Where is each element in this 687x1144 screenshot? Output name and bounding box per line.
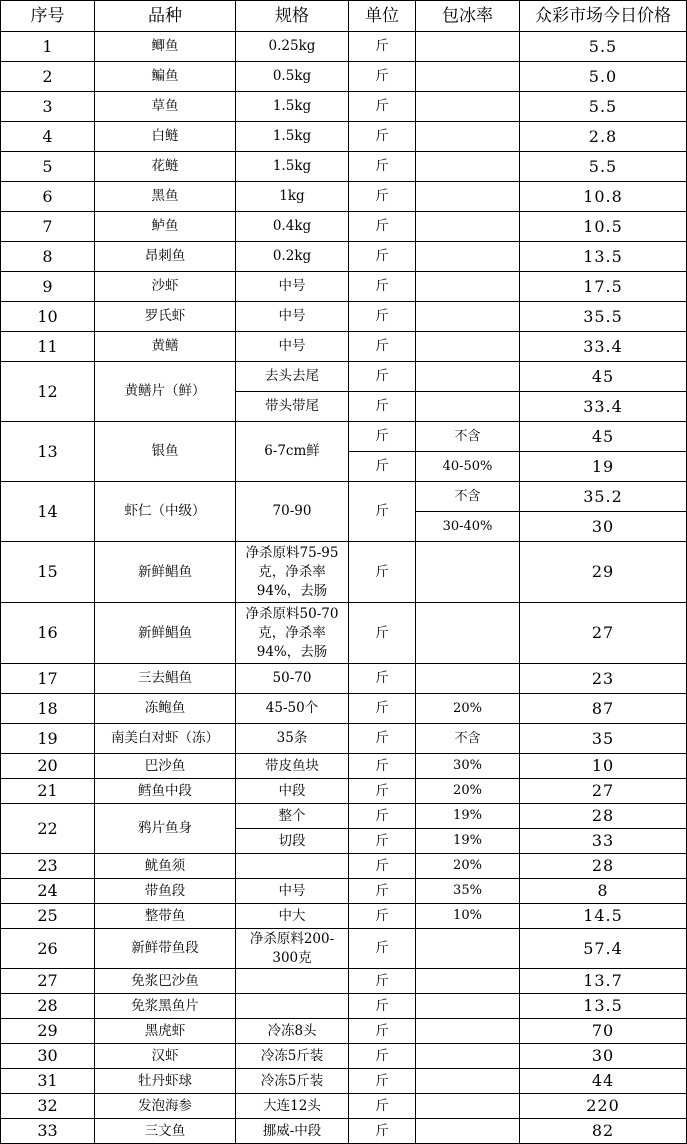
row-spec: 冷冻5斤装 xyxy=(236,1069,349,1094)
row-price: 28 xyxy=(520,854,687,879)
row-name: 花鲢 xyxy=(95,152,236,182)
row-spec: 去头去尾 xyxy=(236,362,349,392)
row-price: 33.4 xyxy=(520,392,687,422)
table-row xyxy=(1,212,687,242)
row-seq: 15 xyxy=(1,542,95,603)
row-name: 罗氏虾 xyxy=(95,302,236,332)
row-price: 23 xyxy=(520,664,687,694)
header-row xyxy=(1,1,687,32)
row-price: 10 xyxy=(520,754,687,779)
row-spec: 净杀原料50-70克，净杀率94%，去肠 xyxy=(236,603,349,664)
table-row xyxy=(1,724,687,754)
row-ice: 19% xyxy=(416,804,520,829)
row-ice xyxy=(416,994,520,1019)
row-price: 28 xyxy=(520,804,687,829)
row-name: 三文鱼 xyxy=(95,1119,236,1144)
row-name: 免浆黑鱼片 xyxy=(95,994,236,1019)
row-price: 5.0 xyxy=(520,62,687,92)
row-ice xyxy=(416,302,520,332)
header-unit: 单位 xyxy=(349,1,416,32)
table-row xyxy=(1,32,687,62)
row-name: 黄鳝 xyxy=(95,332,236,362)
table-row xyxy=(1,1069,687,1094)
row-ice xyxy=(416,664,520,694)
row-seq: 10 xyxy=(1,302,95,332)
row-price: 45 xyxy=(520,422,687,452)
row-spec: 6-7cm鲜 xyxy=(236,422,349,482)
row-spec: 50-70 xyxy=(236,664,349,694)
row-spec: 1kg xyxy=(236,182,349,212)
row-name: 鳊鱼 xyxy=(95,62,236,92)
row-ice xyxy=(416,1069,520,1094)
row-ice xyxy=(416,1094,520,1119)
row-name: 带鱼段 xyxy=(95,879,236,904)
row-price: 10.8 xyxy=(520,182,687,212)
row-name: 新鲜鲳鱼 xyxy=(95,603,236,664)
row-seq: 2 xyxy=(1,62,95,92)
row-unit: 斤 xyxy=(349,779,416,804)
row-seq: 31 xyxy=(1,1069,95,1094)
row-ice xyxy=(416,1044,520,1069)
row-name: 黑鱼 xyxy=(95,182,236,212)
row-ice xyxy=(416,242,520,272)
row-seq: 12 xyxy=(1,362,95,422)
row-price: 35.2 xyxy=(520,482,687,512)
table-row xyxy=(1,542,687,603)
row-ice: 30-40% xyxy=(416,512,520,542)
row-unit: 斤 xyxy=(349,242,416,272)
row-name: 新鲜鲳鱼 xyxy=(95,542,236,603)
row-name: 冻鲍鱼 xyxy=(95,694,236,724)
row-price: 82 xyxy=(520,1119,687,1144)
row-seq: 21 xyxy=(1,779,95,804)
row-unit: 斤 xyxy=(349,603,416,664)
row-seq: 4 xyxy=(1,122,95,152)
row-spec: 35条 xyxy=(236,724,349,754)
header-seq: 序号 xyxy=(1,1,95,32)
table-row xyxy=(1,242,687,272)
row-spec: 整个 xyxy=(236,804,349,829)
row-spec xyxy=(236,969,349,994)
row-spec: 冷冻5斤装 xyxy=(236,1044,349,1069)
row-unit: 斤 xyxy=(349,969,416,994)
table-row xyxy=(1,969,687,994)
row-seq: 29 xyxy=(1,1019,95,1044)
row-unit: 斤 xyxy=(349,994,416,1019)
row-ice: 不含 xyxy=(416,422,520,452)
row-unit: 斤 xyxy=(349,664,416,694)
row-name: 鳕鱼中段 xyxy=(95,779,236,804)
row-ice: 10% xyxy=(416,904,520,929)
row-seq: 23 xyxy=(1,854,95,879)
table-row xyxy=(1,62,687,92)
table-row xyxy=(1,1119,687,1144)
row-name: 南美白对虾（冻） xyxy=(95,724,236,754)
row-ice xyxy=(416,603,520,664)
row-unit: 斤 xyxy=(349,32,416,62)
row-ice xyxy=(416,62,520,92)
row-unit: 斤 xyxy=(349,754,416,779)
row-price: 13.5 xyxy=(520,994,687,1019)
row-price: 87 xyxy=(520,694,687,724)
row-unit: 斤 xyxy=(349,482,416,542)
row-spec: 中号 xyxy=(236,272,349,302)
row-name: 巴沙鱼 xyxy=(95,754,236,779)
row-name: 虾仁（中级） xyxy=(95,482,236,542)
table-row xyxy=(1,92,687,122)
row-spec: 大连12头 xyxy=(236,1094,349,1119)
row-seq: 17 xyxy=(1,664,95,694)
row-unit: 斤 xyxy=(349,182,416,212)
row-price: 10.5 xyxy=(520,212,687,242)
row-spec: 0.25kg xyxy=(236,32,349,62)
table-row xyxy=(1,362,687,392)
table-row xyxy=(1,854,687,879)
row-ice xyxy=(416,392,520,422)
row-name: 鲫鱼 xyxy=(95,32,236,62)
row-spec: 1.5kg xyxy=(236,92,349,122)
row-spec: 带皮鱼块 xyxy=(236,754,349,779)
row-ice xyxy=(416,1119,520,1144)
row-name: 发泡海参 xyxy=(95,1094,236,1119)
row-spec: 挪威-中段 xyxy=(236,1119,349,1144)
table-row xyxy=(1,302,687,332)
row-spec: 带头带尾 xyxy=(236,392,349,422)
row-spec: 45-50个 xyxy=(236,694,349,724)
row-name: 鲈鱼 xyxy=(95,212,236,242)
row-seq: 9 xyxy=(1,272,95,302)
table-row xyxy=(1,272,687,302)
table-row xyxy=(1,804,687,829)
row-spec: 0.4kg xyxy=(236,212,349,242)
row-spec: 1.5kg xyxy=(236,152,349,182)
row-unit: 斤 xyxy=(349,152,416,182)
row-spec: 70-90 xyxy=(236,482,349,542)
row-price: 70 xyxy=(520,1019,687,1044)
row-seq: 3 xyxy=(1,92,95,122)
row-price: 30 xyxy=(520,1044,687,1069)
row-price: 220 xyxy=(520,1094,687,1119)
header-variety: 品种 xyxy=(95,1,236,32)
row-ice xyxy=(416,969,520,994)
row-name: 黄鳝片（鲜） xyxy=(95,362,236,422)
row-ice: 20% xyxy=(416,694,520,724)
row-price: 45 xyxy=(520,362,687,392)
row-name: 整带鱼 xyxy=(95,904,236,929)
row-unit: 斤 xyxy=(349,212,416,242)
table-row xyxy=(1,482,687,512)
row-ice: 35% xyxy=(416,879,520,904)
table-row xyxy=(1,994,687,1019)
row-seq: 19 xyxy=(1,724,95,754)
table-row xyxy=(1,1019,687,1044)
row-ice: 40-50% xyxy=(416,452,520,482)
row-ice xyxy=(416,92,520,122)
row-ice xyxy=(416,32,520,62)
row-name: 牡丹虾球 xyxy=(95,1069,236,1094)
table-row xyxy=(1,1044,687,1069)
row-spec: 中号 xyxy=(236,302,349,332)
row-spec: 0.2kg xyxy=(236,242,349,272)
row-price: 35 xyxy=(520,724,687,754)
row-seq: 33 xyxy=(1,1119,95,1144)
row-seq: 11 xyxy=(1,332,95,362)
row-seq: 28 xyxy=(1,994,95,1019)
row-unit: 斤 xyxy=(349,452,416,482)
row-seq: 26 xyxy=(1,929,95,969)
row-spec: 0.5kg xyxy=(236,62,349,92)
row-price: 27 xyxy=(520,603,687,664)
header-price: 众彩市场今日价格 xyxy=(520,1,687,32)
row-name: 黑虎虾 xyxy=(95,1019,236,1044)
row-seq: 7 xyxy=(1,212,95,242)
row-unit: 斤 xyxy=(349,1094,416,1119)
row-ice: 不含 xyxy=(416,482,520,512)
row-ice xyxy=(416,182,520,212)
row-ice xyxy=(416,212,520,242)
row-spec: 中段 xyxy=(236,779,349,804)
row-name: 昂刺鱼 xyxy=(95,242,236,272)
row-unit: 斤 xyxy=(349,392,416,422)
row-unit: 斤 xyxy=(349,724,416,754)
row-price: 19 xyxy=(520,452,687,482)
row-name: 鱿鱼须 xyxy=(95,854,236,879)
row-unit: 斤 xyxy=(349,904,416,929)
table-row xyxy=(1,122,687,152)
row-unit: 斤 xyxy=(349,854,416,879)
table-row xyxy=(1,779,687,804)
row-spec: 冷冻8头 xyxy=(236,1019,349,1044)
row-name: 新鲜带鱼段 xyxy=(95,929,236,969)
row-unit: 斤 xyxy=(349,879,416,904)
row-name: 三去鲳鱼 xyxy=(95,664,236,694)
row-price: 13.5 xyxy=(520,242,687,272)
table-row xyxy=(1,422,687,452)
row-unit: 斤 xyxy=(349,122,416,152)
row-ice: 不含 xyxy=(416,724,520,754)
row-unit: 斤 xyxy=(349,1044,416,1069)
row-ice xyxy=(416,272,520,302)
row-seq: 6 xyxy=(1,182,95,212)
row-price: 17.5 xyxy=(520,272,687,302)
table-row xyxy=(1,152,687,182)
row-spec: 中号 xyxy=(236,332,349,362)
table-row xyxy=(1,1094,687,1119)
row-unit: 斤 xyxy=(349,62,416,92)
row-ice xyxy=(416,929,520,969)
row-price: 5.5 xyxy=(520,32,687,62)
table-row xyxy=(1,879,687,904)
row-seq: 25 xyxy=(1,904,95,929)
row-unit: 斤 xyxy=(349,1069,416,1094)
row-unit: 斤 xyxy=(349,804,416,829)
row-seq: 22 xyxy=(1,804,95,854)
row-spec: 切段 xyxy=(236,829,349,854)
row-seq: 14 xyxy=(1,482,95,542)
table-row xyxy=(1,904,687,929)
table-row xyxy=(1,664,687,694)
row-ice: 20% xyxy=(416,854,520,879)
row-spec xyxy=(236,854,349,879)
row-spec: 净杀原料75-95克，净杀率94%，去肠 xyxy=(236,542,349,603)
row-name: 白鲢 xyxy=(95,122,236,152)
row-name: 草鱼 xyxy=(95,92,236,122)
row-spec: 1.5kg xyxy=(236,122,349,152)
row-seq: 20 xyxy=(1,754,95,779)
row-seq: 27 xyxy=(1,969,95,994)
row-price: 13.7 xyxy=(520,969,687,994)
table-row xyxy=(1,929,687,969)
row-name: 银鱼 xyxy=(95,422,236,482)
row-price: 30 xyxy=(520,512,687,542)
row-price: 29 xyxy=(520,542,687,603)
row-price: 5.5 xyxy=(520,92,687,122)
row-unit: 斤 xyxy=(349,1019,416,1044)
table-row xyxy=(1,182,687,212)
row-unit: 斤 xyxy=(349,362,416,392)
row-name: 沙虾 xyxy=(95,272,236,302)
row-name: 汉虾 xyxy=(95,1044,236,1069)
row-price: 57.4 xyxy=(520,929,687,969)
row-ice: 20% xyxy=(416,779,520,804)
row-ice: 19% xyxy=(416,829,520,854)
row-seq: 30 xyxy=(1,1044,95,1069)
row-unit: 斤 xyxy=(349,1119,416,1144)
row-ice: 30% xyxy=(416,754,520,779)
row-seq: 18 xyxy=(1,694,95,724)
row-seq: 32 xyxy=(1,1094,95,1119)
table-row xyxy=(1,332,687,362)
row-seq: 8 xyxy=(1,242,95,272)
row-price: 14.5 xyxy=(520,904,687,929)
row-seq: 24 xyxy=(1,879,95,904)
row-seq: 13 xyxy=(1,422,95,482)
row-unit: 斤 xyxy=(349,272,416,302)
row-unit: 斤 xyxy=(349,302,416,332)
row-unit: 斤 xyxy=(349,332,416,362)
row-ice xyxy=(416,362,520,392)
row-price: 5.5 xyxy=(520,152,687,182)
header-spec: 规格 xyxy=(236,1,349,32)
row-price: 35.5 xyxy=(520,302,687,332)
row-ice xyxy=(416,332,520,362)
row-unit: 斤 xyxy=(349,694,416,724)
row-ice xyxy=(416,152,520,182)
row-unit: 斤 xyxy=(349,829,416,854)
table-row xyxy=(1,694,687,724)
row-ice xyxy=(416,1019,520,1044)
table-row xyxy=(1,754,687,779)
row-seq: 16 xyxy=(1,603,95,664)
row-unit: 斤 xyxy=(349,92,416,122)
row-price: 33 xyxy=(520,829,687,854)
row-spec xyxy=(236,994,349,1019)
row-seq: 1 xyxy=(1,32,95,62)
row-ice xyxy=(416,122,520,152)
row-spec: 净杀原料200-300克 xyxy=(236,929,349,969)
row-spec: 中号 xyxy=(236,879,349,904)
row-price: 2.8 xyxy=(520,122,687,152)
row-unit: 斤 xyxy=(349,929,416,969)
row-unit: 斤 xyxy=(349,422,416,452)
row-unit: 斤 xyxy=(349,542,416,603)
row-price: 33.4 xyxy=(520,332,687,362)
row-ice xyxy=(416,542,520,603)
row-seq: 5 xyxy=(1,152,95,182)
row-name: 鸦片鱼身 xyxy=(95,804,236,854)
row-name: 免浆巴沙鱼 xyxy=(95,969,236,994)
row-price: 44 xyxy=(520,1069,687,1094)
row-price: 8 xyxy=(520,879,687,904)
header-ice-rate: 包冰率 xyxy=(416,1,520,32)
row-price: 27 xyxy=(520,779,687,804)
table-row xyxy=(1,603,687,664)
row-spec: 中大 xyxy=(236,904,349,929)
